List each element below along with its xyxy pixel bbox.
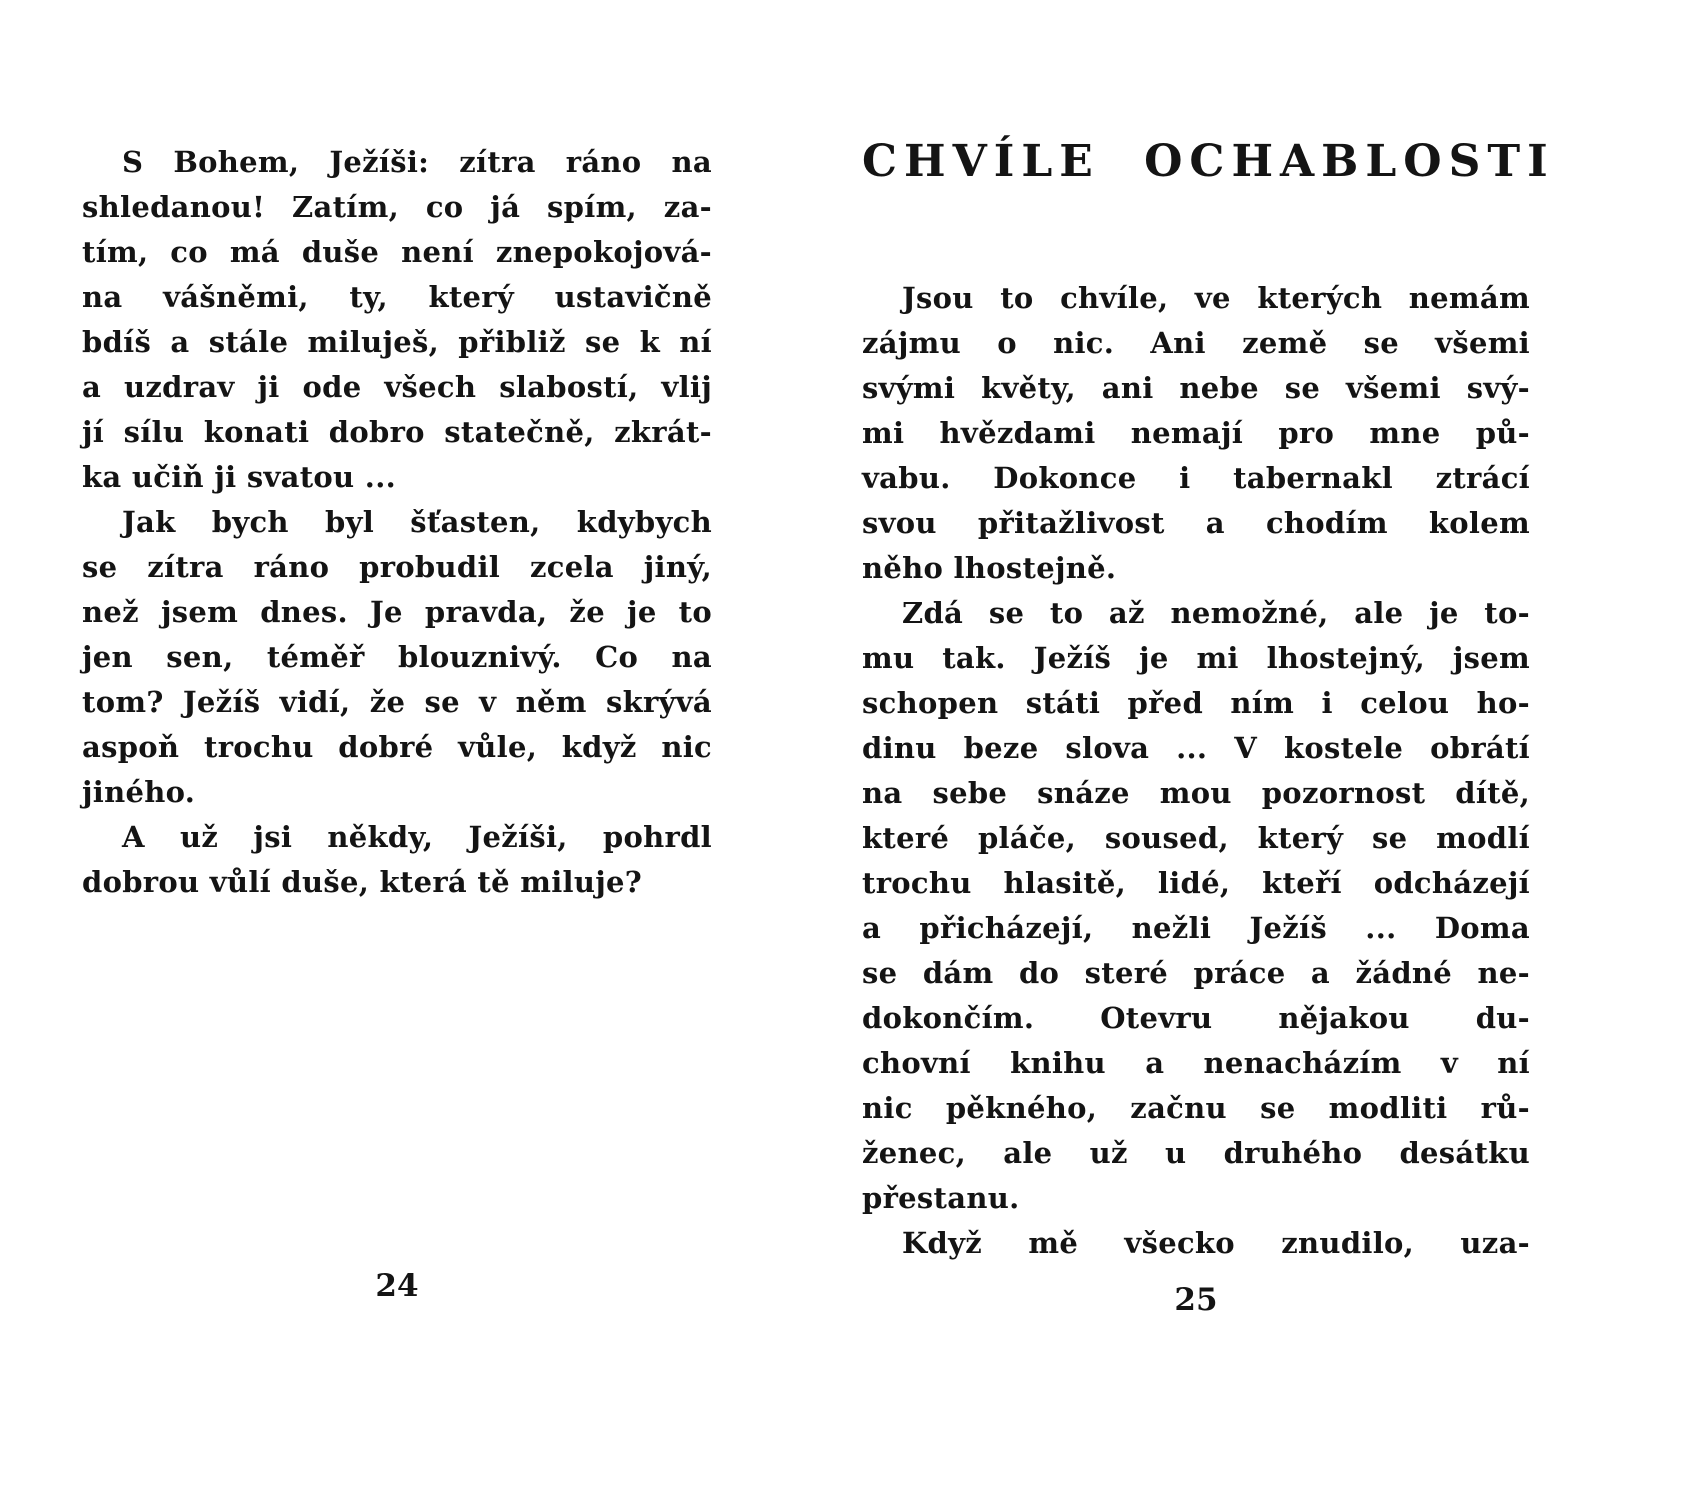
text-line: něho lhostejně. bbox=[862, 551, 1117, 585]
text-line: vabu. Dokonce i tabernakl ztrácí bbox=[862, 461, 1530, 495]
page-number-right: 25 bbox=[1174, 1282, 1218, 1318]
text-line: jiného. bbox=[82, 775, 196, 809]
text-line: mu tak. Ježíš je mi lhostejný, jsem bbox=[862, 641, 1530, 675]
text-line: jen sen, téměř blouznivý. Co na bbox=[82, 640, 712, 674]
right-page-body bbox=[862, 136, 1555, 1266]
text-line: shledanou! Zatím, co já spím, za- bbox=[82, 190, 712, 224]
text-line: svou přitažlivost a chodím kolem bbox=[862, 506, 1530, 540]
text-line: Když mě všecko znudilo, uza- bbox=[902, 1226, 1530, 1260]
left-page-text bbox=[82, 140, 712, 905]
text-line: než jsem dnes. Je pravda, že je to bbox=[82, 595, 712, 629]
text-line: Zdá se to až nemožné, ale je to- bbox=[902, 596, 1530, 630]
text-line: A už jsi někdy, Ježíši, pohrdl bbox=[122, 820, 712, 854]
text-line: zájmu o nic. Ani země se všemi bbox=[862, 326, 1530, 360]
text-line: přestanu. bbox=[862, 1181, 1020, 1215]
text-line: dokončím. Otevru nějakou du- bbox=[862, 1001, 1530, 1035]
text-line: mi hvězdami nemají pro mne pů- bbox=[862, 416, 1530, 450]
chapter-title: CHVÍLE OCHABLOSTI bbox=[862, 136, 1555, 187]
text-line: a přicházejí, nežli Ježíš ... Doma bbox=[862, 911, 1530, 945]
text-line: a uzdrav ji ode všech slabostí, vlij bbox=[82, 370, 712, 404]
text-line: jí sílu konati dobro statečně, zkrát- bbox=[82, 415, 712, 449]
text-line: nic pěkného, začnu se modliti rů- bbox=[862, 1091, 1530, 1125]
text-line: S Bohem, Ježíši: zítra ráno na bbox=[122, 145, 712, 179]
text-line: schopen státi před ním i celou ho- bbox=[862, 686, 1530, 720]
text-line: Jak bych byl šťasten, kdybych bbox=[122, 505, 712, 539]
text-line: tom? Ježíš vidí, že se v něm skrývá bbox=[82, 685, 712, 719]
text-line: tím, co má duše není znepokojová- bbox=[82, 235, 712, 269]
text-line: na vášněmi, ty, který ustavičně bbox=[82, 280, 712, 314]
text-line: chovní knihu a nenacházím v ní bbox=[862, 1046, 1530, 1080]
text-line: ka učiň ji svatou ... bbox=[82, 460, 396, 494]
paragraph bbox=[862, 591, 1530, 1221]
text-line: na sebe snáze mou pozornost dítě, bbox=[862, 776, 1530, 810]
text-line: dobrou vůlí duše, která tě miluje? bbox=[82, 865, 643, 899]
text-line: svými květy, ani nebe se všemi svý- bbox=[862, 371, 1530, 405]
text-line: dinu beze slova ... V kostele obrátí bbox=[862, 731, 1530, 765]
text-line: aspoň trochu dobré vůle, když nic bbox=[82, 730, 712, 764]
text-line: Jsou to chvíle, ve kterých nemám bbox=[902, 281, 1530, 315]
text-line: se zítra ráno probudil zcela jiný, bbox=[82, 550, 712, 584]
page-number-left: 24 bbox=[375, 1268, 419, 1304]
right-page-text bbox=[862, 276, 1530, 1266]
paragraph bbox=[862, 276, 1530, 591]
paragraph bbox=[862, 1221, 1530, 1266]
text-line: které pláče, soused, který se modlí bbox=[862, 821, 1530, 855]
paragraph bbox=[82, 500, 712, 815]
text-line: ženec, ale už u druhého desátku bbox=[862, 1136, 1530, 1170]
paragraph bbox=[82, 140, 712, 500]
text-line: trochu hlasitě, lidé, kteří odcházejí bbox=[862, 866, 1530, 900]
paragraph bbox=[82, 815, 712, 905]
text-line: se dám do steré práce a žádné ne- bbox=[862, 956, 1530, 990]
text-line: bdíš a stále miluješ, přibliž se k ní bbox=[82, 325, 712, 359]
